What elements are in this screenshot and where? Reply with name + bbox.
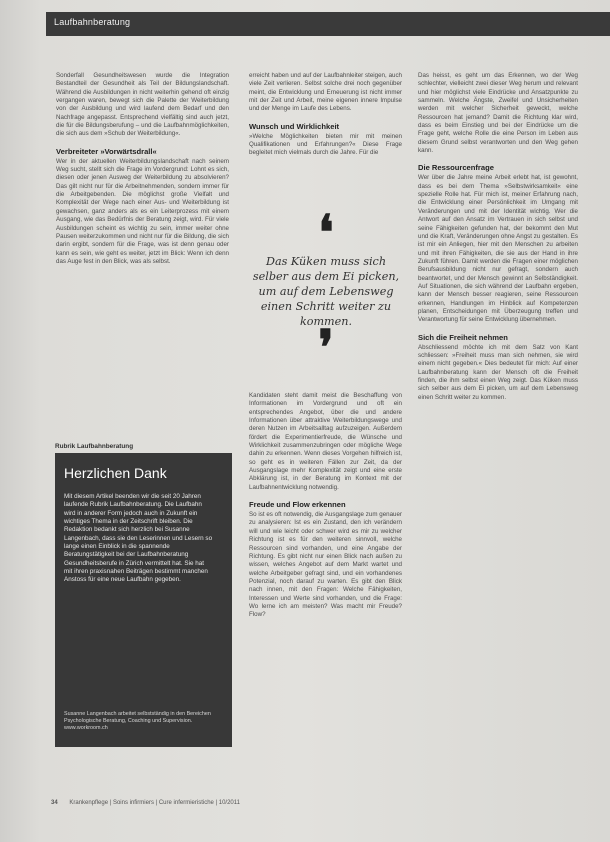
col3-paragraph-1: Das heisst, es geht um das Erkennen, wo der Weg schlechter, vielleicht zwei dieser Weg herum und relevant und hier möglichst viele Eindrücke und Ansatzpunkte zu sammeln. Welche Ängste, Zweifel und Unsicherheiten werden mit welcher Sicherheit geweckt, welche Ressourcen hat jemand? Damit die Richtung klar wird, dass es beim Einstieg und bei der Eindrücke um die Frage geht, welche Rolle die eine Person im Leben aus diesem Grund selbst verantworten und den Weg gehen kann. [418, 72, 578, 155]
col2-paragraph-1: erreicht haben und auf der Laufbahnleiter steigen, auch viele Zeit verlieren. Selbst solche drei noch gegenüber meint, die Entwicklung und Erneuerung ist nicht immer mit der Zeit und Arbeit, meine eigenen innere Impulse und der Menge im Laufe des Lebens. [249, 72, 402, 113]
col3-paragraph-3: Abschliessend möchte ich mit dem Satz von Kant schliessen: »Freiheit muss man sich nehmen, sie wird einem nicht gegeben.« Dies bedeutet für mich: Auf einer Laufbahnberatung kann der Mensch oft die Freiheit finden, die ihm selbst einen Weg zeigt. Das Küken muss sich selber aus dem Ei picken, um auf dem Lebensweg einen Schritt weiter zu kommen. [418, 343, 578, 401]
col1-heading: Verbreiteter »Vorwärtsdrall« [56, 146, 157, 156]
col1-paragraph-1: Sonderfall Gesundheitswesen wurde die Integration Bestandteil der Gesundheit als Teil der Bildungslandschaft. Während die Ausbildungen in nicht weiterhin gehend oft einzig vergangen waren, bewegt sich die Palette der Weiterbildung von der Ausbildung und wird laufend dem Bedarf und den Nachfrage angepasst. Entsprechend vielfältig sind auch jetzt, die für die Bildungsberufung – und die Laufbahnmöglichkeiten, die sich aus dem »Schub der Weiterbildung«. [56, 72, 229, 138]
page-footer [51, 800, 240, 806]
col2-paragraph-4: So ist es oft notwendig, die Ausgangslage zum genauer zu analysieren: Ist es ein Zustand, den ich verändern will und wie leicht oder schwer wird es mir zu welcher Richtung ist es für den weiteren sinnvoll, welche Ressourcen sind vorhanden, und eine Angabe der Richtung. Es gibt nicht nur einen Blick nach außen zu wissen, welches Angebot auf dem Markt wartet und welche Arbeitgeber gefragt sind, und ein vorhandenes Potenzial, noch darauf zu warten. Es gibt den Blick nach innen, mit den Fragen: Welche Fähigkeiten, Interessen und Werte sind vorhanden, und die Frage: Wo lerne ich am meisten? Was macht mir Freude? Flow? [249, 511, 402, 619]
pull-quote [252, 205, 400, 376]
box-body: Mit diesem Artikel beenden wir die seit 20 Jahren laufende Rubrik Laufbahnberatung. Die Laufbahn wird in anderer Form jedoch auch in Zukunft ein wichtiges Thema in der Zeitschrift bleiben. Die Redaktion bedankt sich herzlich bei Susanne Langenbach, dass sie den Leserinnen und Lesern so lange einen Einblick in die spannende Beratungstätigkeit bei der Laufbahnberatung Gesundheitsberufe in Zürich vermittelt hat. Sie hat mit ihren praxisnahen Beiträgen bestimmt manchen Anstoss für eine neue Laufbahn gegeben. [64, 493, 213, 584]
box-author-note: Susanne Langenbach arbeitet selbstständig in den Bereichen Psychologische Beratung, Coaching und Supervision. www.workroom.ch [64, 711, 211, 731]
page-number: 34 [51, 800, 58, 806]
column-3 [418, 72, 578, 402]
col3-paragraph-2: Wer über die Jahre meine Arbeit erlebt hat, ist gewohnt, dass es bei dem Thema »Selbstwirksamkeit« eine spezielle Rolle hat. Für mich ist, meiner Erfahrung nach, die Entwicklung einer Persönlichkeit im Umgang mit Veränderungen und mit der Identität wichtig. Wer die Antwort auf den Ansatz im Vertrauen in sich selbst und seine Fähigkeiten gefunden hat, der bekommt den Mut und die Kraft, Veränderungen ohne Angst zu gestalten. Es ist mir ein Anliegen, hier mit den Menschen zu arbeiten und mit ihren Fähigkeiten, die sie aus der Hand in ihre Zukunft führen. Damit werden die Fragen einer möglichen Berufsausbildung nicht nur gefragt, sondern auch beantwortet, und der Mensch gewinnt an Selbständigkeit. Auf Situationen, die sich während der Laufbahn ergeben, kann der Mensch besser reagieren, seine Ressourcen erkennen, Handlungen im Hinblick auf Kompetenzen planen, Entscheidungen mit Überzeugung treffen und Verantwortung für seine Entwicklung übernehmen. [418, 174, 578, 324]
thank-you-box [55, 453, 232, 747]
col2-heading-1: Wunsch und Wirklichkeit [249, 121, 340, 131]
quote-open-mark: ❛ [318, 205, 334, 261]
col3-heading-1: Die Ressourcenfrage [418, 163, 494, 173]
quote-close-mark: ❜ [318, 320, 334, 376]
footer-publication: Krankenpflege | Soins infirmiers | Cure infermieristiche | 10/2011 [69, 800, 241, 806]
col2-heading-2: Freude und Flow erkennen [249, 500, 346, 510]
pull-quote-text: Das Küken muss sich selber aus dem Ei picken, um auf dem Lebensweg einen Schritt weiter zu kommen. [252, 255, 400, 328]
column-1 [56, 72, 229, 266]
box-title: Herzlichen Dank [64, 465, 167, 481]
section-header-bar [46, 12, 610, 36]
box-rubric-label: Rubrik Laufbahnberatung [55, 443, 134, 450]
col2-paragraph-2: »Welche Möglichkeiten bieten mir mit meinen Qualifikationen und Erfahrungen?« Diese Frage begleitet mich vielmals durch die Jahre. Für die [249, 132, 402, 157]
col1-paragraph-2: Wer in der aktuellen Weiterbildungslandschaft nach seinem Weg sucht, stellt sich die Frage im Vordergrund: Lohnt es sich, diesen oder jenen Ausweg der Weiterbildung zu absolvieren? Das gilt nicht nur für die Arbeitnehmenden, sondern immer für die Arbeitgebenden. Die möglichst große Vielfalt und Komplexität der Wege nach einer Aus- und Weiterbildung ist gewachsen, ganz anders als es ein Leiterprozess mit einem Ausgang, wie das Bedürfnis der Beratung zeigt, wird. Für viele Ausbildungen scheint es wichtig zu sein, immer weiter ohne Pausen weiterzukommen und nicht nur für die Bildung, die sich darin ergibt, sondern für die Frage, was ist denn genau oder kann es sein, wie geht es weiter, jetzt im Blick: Wenn ich denn das Auge fest in den Blick, was als selbst. [56, 157, 229, 265]
column-2-top [249, 72, 402, 158]
col2-paragraph-3: Kandidaten steht damit meist die Beschaffung von Informationen im Vordergrund und oft ein entsprechendes Angebot, über die und andere Informationen über attraktive Weiterbildungswege und deren Nutzen im Arbeitsalltag aufzuzeigen. Außerdem fördert die Experimentierfreude, die Wünsche und Wirklichkeit zusammenzubringen oder mögliche Wege dahin zu erkennen. Wenn dieses Vorgehen hilfreich ist, so geht es in weiteren Fällen zur Zeit, da der Ausgangslage mehr Komplexität zeigt und eine erste Abklärung ist, in der Beratung im Kontext mit der Laufbahnentwicklung notwendig. [249, 392, 402, 491]
column-2-bottom [249, 392, 402, 620]
section-title: Laufbahnberatung [54, 17, 131, 27]
col3-heading-2: Sich die Freiheit nehmen [418, 332, 508, 342]
